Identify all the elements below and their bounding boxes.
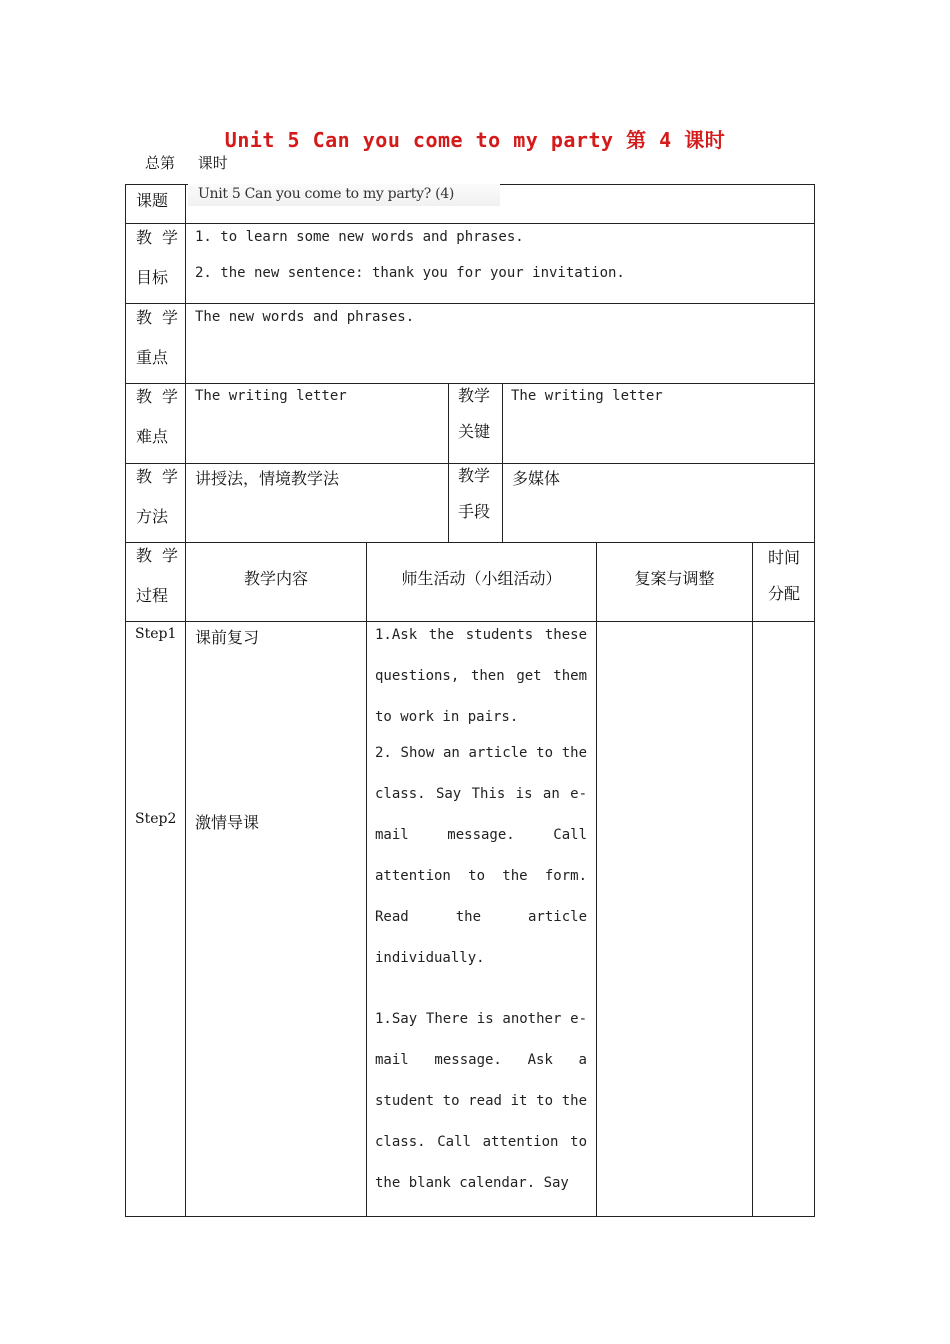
label-line: 教学 <box>458 466 491 485</box>
header-content: 教学内容 <box>243 569 308 588</box>
col-divider <box>185 184 186 1217</box>
label-char: 学 <box>161 467 178 486</box>
document-title: Unit 5 Can you come to my party 第 4 课时 <box>224 128 726 152</box>
header-adjust: 复案与调整 <box>634 569 715 588</box>
row-divider <box>125 303 815 304</box>
step-2-activity <box>375 733 587 1204</box>
step-2-name: Step2 <box>135 811 177 827</box>
label-char: 教 <box>136 308 153 327</box>
activity-paragraph: 2. Show an article to the class. Say This is an e-mail message. Call attention to the form. Read the article individually. <box>375 745 587 966</box>
col-divider <box>502 383 503 542</box>
key-value: The writing letter <box>511 388 663 404</box>
method-label <box>136 457 178 537</box>
step-1-name: Step1 <box>135 626 177 642</box>
activity-paragraph: 1.Ask the students these questions, then get them to work in pairs. <box>375 627 587 725</box>
label-line: 手段 <box>458 502 491 521</box>
label-char: 教 <box>136 546 153 565</box>
row-divider <box>125 223 815 224</box>
topic-label: 课题 <box>136 191 169 210</box>
difficulty-value: The writing letter <box>195 388 347 404</box>
activity-paragraph: 1.Say There is another e-mail message. Ask a student to read it to the class. Call attention to the blank calendar. Say <box>375 1011 587 1191</box>
means-label <box>458 458 490 530</box>
col-divider <box>125 184 126 1217</box>
label-line: 关键 <box>458 422 491 441</box>
objectives-label <box>136 218 178 298</box>
row-divider <box>125 1216 815 1217</box>
label-char: 学 <box>161 228 178 247</box>
label-line: 难点 <box>136 427 169 446</box>
label-line: 过程 <box>136 586 169 605</box>
label-line: 目标 <box>136 268 169 287</box>
header-time <box>768 540 800 612</box>
col-divider <box>448 383 449 542</box>
lesson-counter-total: 总第 <box>145 154 176 172</box>
step-1-activity <box>375 615 587 738</box>
lesson-counter-hours: 课时 <box>197 154 228 172</box>
label-char: 教 <box>136 467 153 486</box>
label-char: 学 <box>161 387 178 406</box>
method-value: 讲授法，情境教学法 <box>195 469 340 488</box>
label-char: 教 <box>136 387 153 406</box>
row-divider <box>125 542 815 543</box>
step-2-content: 激情导课 <box>195 813 260 832</box>
objective-item-2: 2. the new sentence: thank you for your invitation. <box>195 265 625 281</box>
focus-label <box>136 298 178 378</box>
col-divider <box>366 542 367 1217</box>
label-line: 分配 <box>768 584 801 603</box>
label-line: 重点 <box>136 348 169 367</box>
key-label <box>458 378 490 450</box>
topic-value: Unit 5 Can you come to my party? (4) <box>198 186 455 202</box>
label-char: 教 <box>136 228 153 247</box>
lesson-counter <box>145 152 246 173</box>
label-line: 时间 <box>768 548 801 567</box>
label-char: 学 <box>161 546 178 565</box>
header-activity: 师生活动（小组活动） <box>401 569 562 588</box>
means-value: 多媒体 <box>512 469 561 488</box>
focus-value: The new words and phrases. <box>195 309 415 325</box>
label-line: 方法 <box>136 507 169 526</box>
col-divider <box>814 184 815 1217</box>
process-label <box>136 536 178 616</box>
step-1-content: 课前复习 <box>195 628 260 647</box>
objective-item-1: 1. to learn some new words and phrases. <box>195 229 524 245</box>
col-divider <box>752 542 753 1217</box>
label-line: 教学 <box>458 386 491 405</box>
label-char: 学 <box>161 308 178 327</box>
difficulty-label <box>136 377 178 457</box>
col-divider <box>596 542 597 1217</box>
